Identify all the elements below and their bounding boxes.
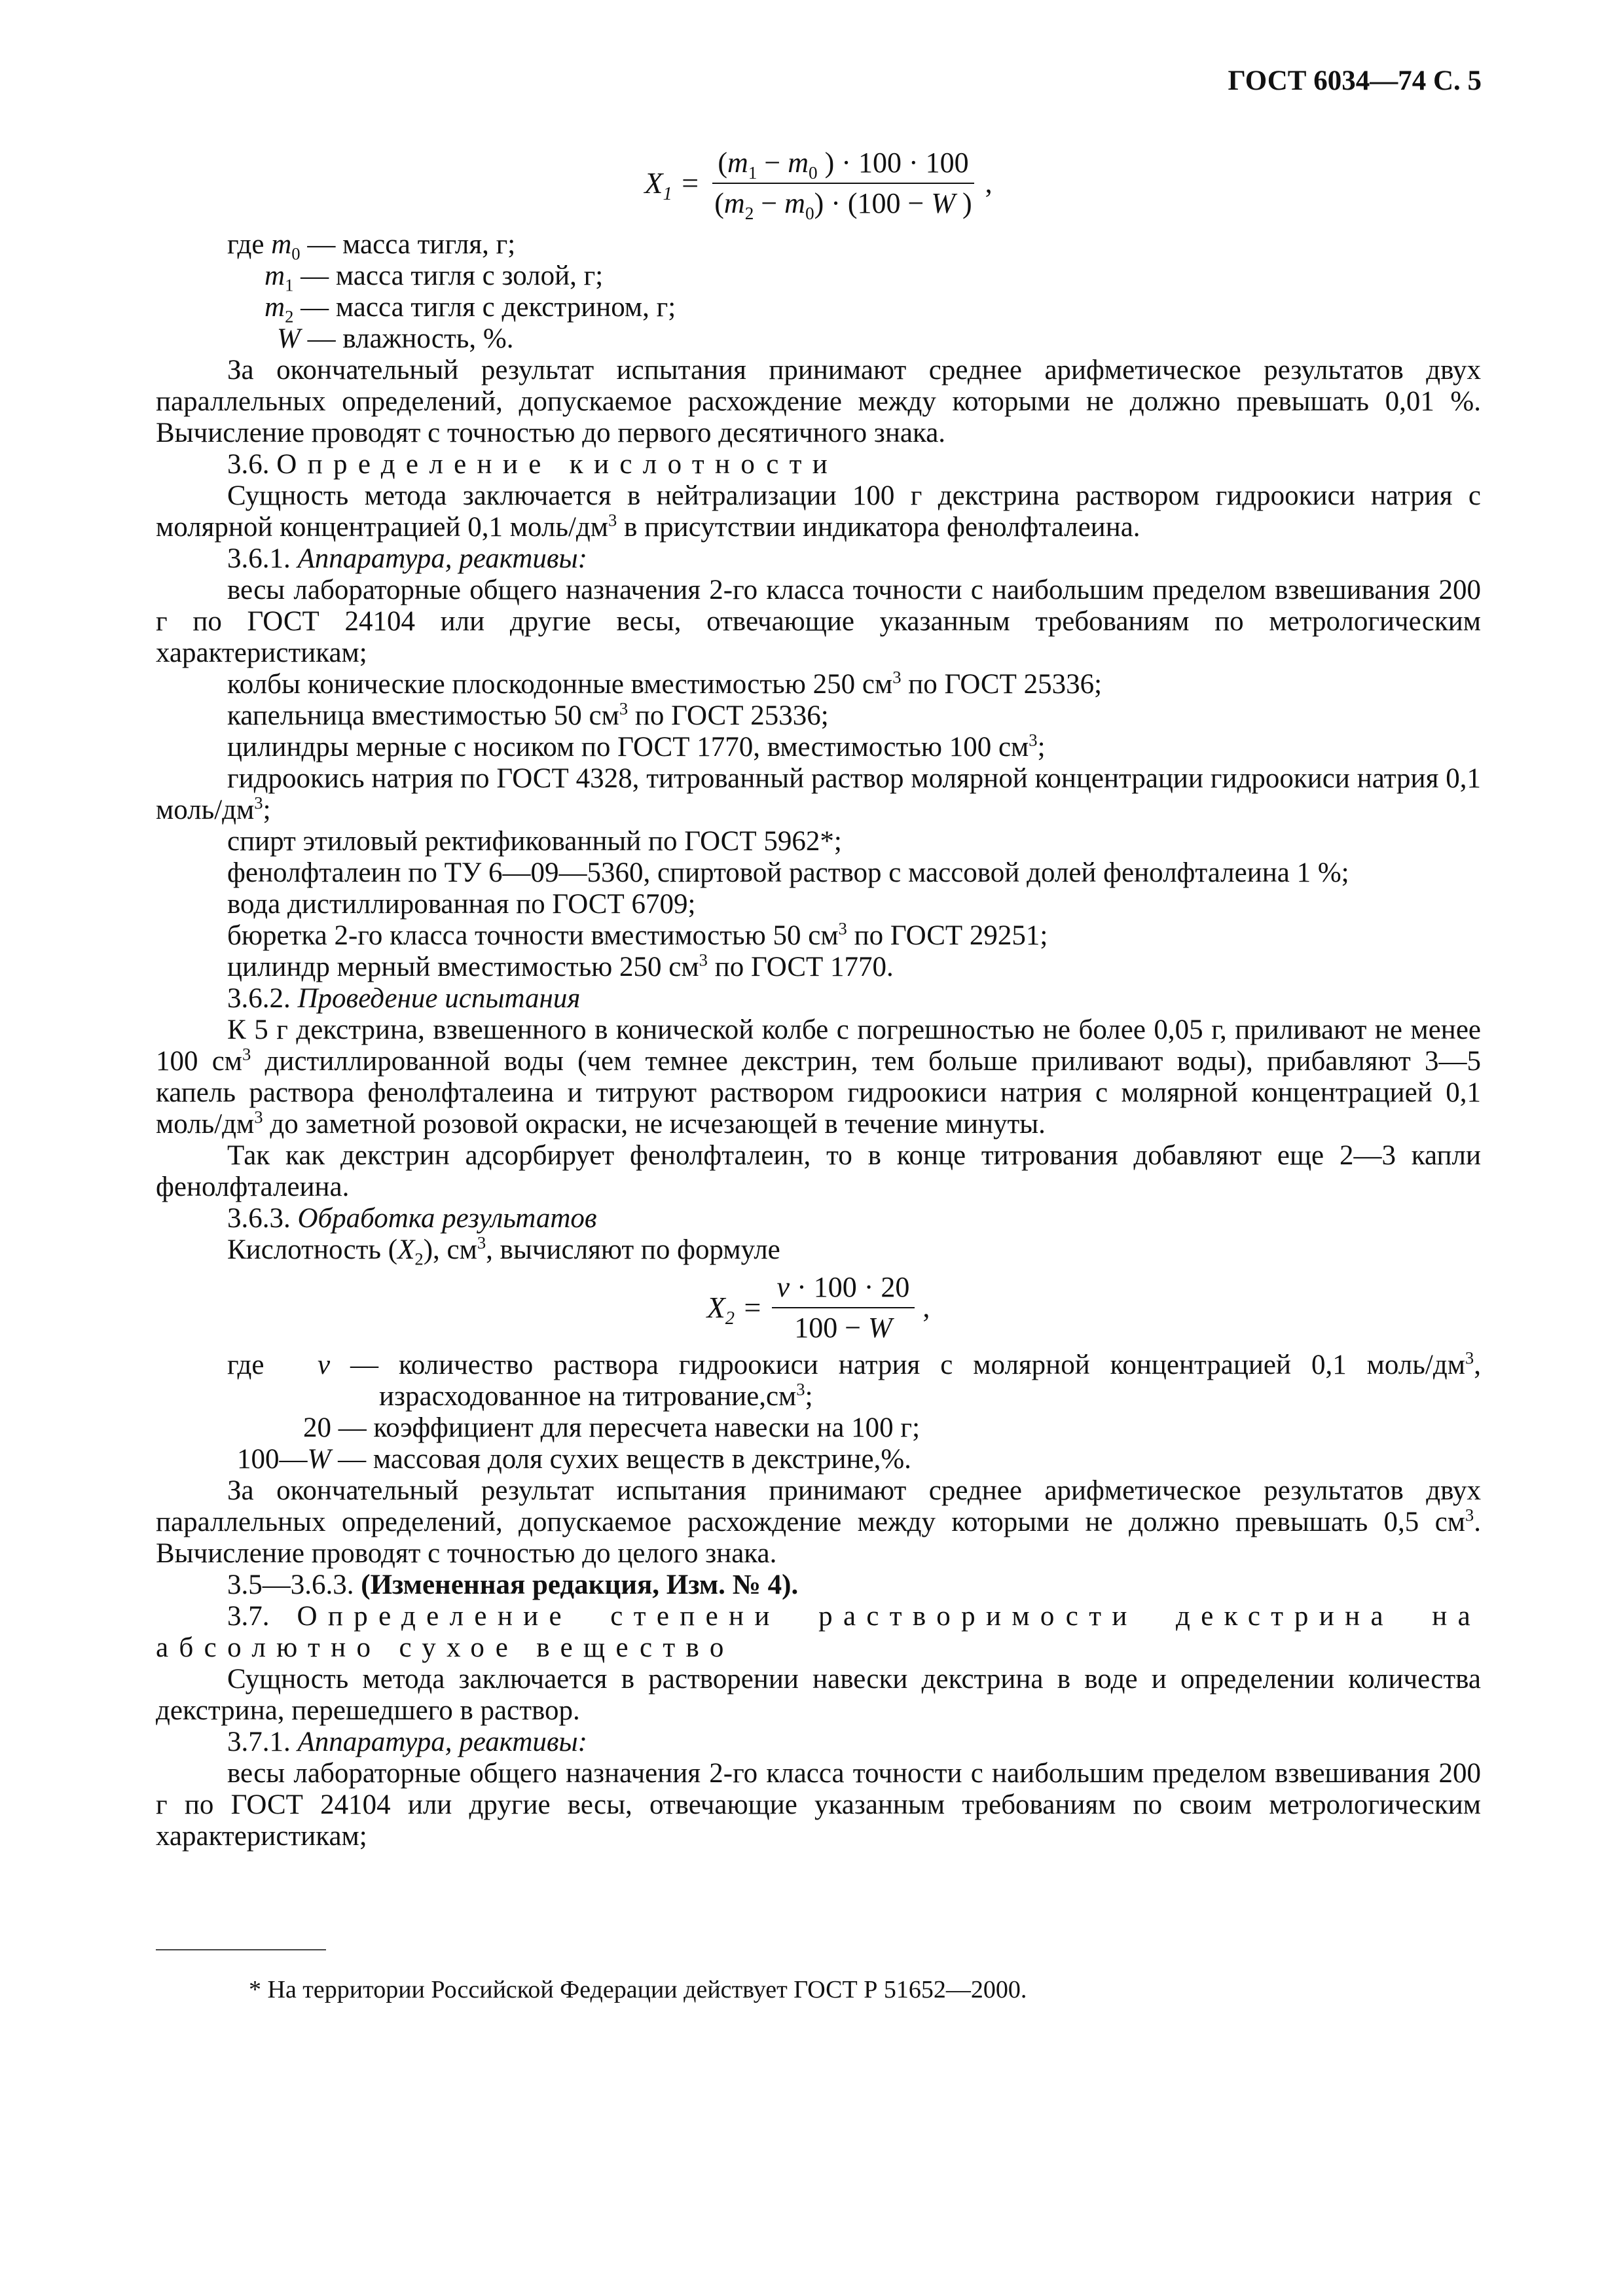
page-header: ГОСТ 6034—74 С. 5 xyxy=(1228,65,1482,96)
footnote: * На территории Российской Федерации действует ГОСТ Р 51652—2000. xyxy=(249,1976,1027,2003)
paragraph-average-2: За окончательный результат испытания принимают среднее арифметическое результатов двух параллельных определений, допускаемое расхождение между которыми не должно превышать 0,5 $см^3$. Вычисление проводят с точностью до целого знака. xyxy=(156,1475,1481,1569)
formula-x2-legend xyxy=(156,1350,1481,1475)
list-item-dropper: капельница вместимостью 50 $см^3$ по ГОСТ 25336; xyxy=(227,698,829,731)
section-3-6-2-heading: 3.6.2. Проведение испытания xyxy=(227,983,581,1014)
formula-x1-denominator: $(m_2 - m_0) \cdot (100 - W$ ) xyxy=(714,187,972,223)
list-item-flasks: колбы конические плоскодонные вместимостью 250 $см^3$ по ГОСТ 25336; xyxy=(227,667,1103,700)
legend-v: где v — количество раствора гидроокиси натрия с молярной концентрацией 0,1 моль/$дм^3$, xyxy=(227,1348,1481,1380)
paragraph-adsorption: Так как декстрин адсорбирует фенолфталеин, то в конце титрования добавляют еще 2—3 капли фенолфталеина. xyxy=(156,1140,1481,1202)
list-item-naoh: гидроокись натрия по ГОСТ 4328, титрованный раствор молярной концентрации гидроокиси натрия 0,1 моль/$дм^3$; xyxy=(156,763,1481,825)
paragraph-acidity: Кислотность $(X_2)$, $см^3$, вычисляют по формуле xyxy=(227,1232,780,1269)
section-3-6-3-heading: 3.6.3. Обработка результатов xyxy=(227,1203,597,1234)
formula-x1-legend xyxy=(156,229,1481,355)
formula-x1-lhs: $X_1$ = xyxy=(644,166,701,205)
formula-x2: $X_2$ = $\frac{v \cdot 100 \cdot 20}{100 - W}$ , xyxy=(706,1271,930,1344)
formula-x1-numerator: ($m_1 - m_0$ ) · 100 · 100 xyxy=(712,146,974,184)
paragraph-average-1: За окончательный результат испытания принимают среднее арифметическое результатов двух параллельных определений, допускаемое расхождение между которыми не должно превышать 0,01 %. Вычисление проводят с точностью до первого десятичного знака. xyxy=(156,355,1481,448)
legend-coefficient-20: 20 — коэффициент для пересчета навески на 100 г; xyxy=(303,1412,921,1443)
legend-v-continued: израсходованное на $титрование,см^3$; xyxy=(379,1379,813,1412)
formula-x2-denominator: 100 − W xyxy=(794,1312,892,1344)
list-item-burette: бюретка 2-го класса точности вместимостью 50 $см^3$ по ГОСТ 29251; xyxy=(227,918,1048,951)
formula-x2-lhs: $X_2$ = xyxy=(706,1291,763,1329)
section-3-6-intro: Сущность метода заключается в нейтрализации 100 г декстрина раствором гидроокиси натрия с молярной концентрацией 0,1 моль/$дм^3$ в присутствии индикатора фенолфталеина. xyxy=(156,480,1481,543)
formula-x2-numerator: v · 100 · 20 xyxy=(772,1270,915,1308)
section-3-7-intro: Сущность метода заключается в растворении навески декстрина в воде и определении количества декстрина, перешедшего в раствор. xyxy=(156,1664,1481,1726)
amendment-note: 3.5—3.6.3. (Измененная редакция, Изм. № 4). xyxy=(227,1570,799,1600)
list-item-ethanol: спирт этиловый ректификованный по ГОСТ 5962*; xyxy=(227,826,842,857)
document-body xyxy=(156,137,1481,1852)
list-item-water: вода дистиллированная по ГОСТ 6709; xyxy=(227,889,696,920)
legend-dry-matter: 100—W — массовая доля сухих веществ в декстрине,%. xyxy=(237,1444,911,1475)
list-item-scales: весы лабораторные общего назначения 2-го класса точности с наибольшим пределом взвешивания 200 г по ГОСТ 24104 или другие весы, отвечающие указанным требованиям по метрологическим характеристикам; xyxy=(156,575,1481,668)
formula-x1-fraction xyxy=(709,146,977,221)
legend-m1: $m_1$ — масса тигля с золой, г; xyxy=(264,260,604,295)
paragraph-titration: К 5 г декстрина, взвешенного в конической колбе с погрешностью не более 0,05 г, приливают не менее 100 $см^3$ дистиллированной воды (чем темнее декстрин, тем больше приливают воды), прибавляют 3—5 капель раствора фенолфталеина и титруют раствором гидроокиси натрия с молярной концентрацией 0,1 моль/$дм^3$ до заметной розовой окраски, не исчезающей в течение минуты. xyxy=(156,1014,1481,1139)
legend-m0: где $m_0$ — масса тигля, г; xyxy=(227,229,516,264)
legend-w: W — влажность, %. xyxy=(277,323,514,354)
formula-x1: $X_1$ = $\frac{(m_1 - m_0 ) \cdot 100 \cdot 100}{(m_2 - m_0) \cdot (100 - W )}$ , xyxy=(644,147,993,223)
list-item-scales-3-7: весы лабораторные общего назначения 2-го класса точности с наибольшим пределом взвешивания 200 г по ГОСТ 24104 или другие весы, отвечающие указанным требованиям по своим метрологическим характеристикам; xyxy=(156,1758,1481,1852)
list-item-phenolphthalein: фенолфталеин по ТУ 6—09—5360, спиртовой раствор с массовой долей фенолфталеина 1 %; xyxy=(227,857,1349,888)
section-3-6-heading: 3.6. Определение кислотности xyxy=(227,449,839,480)
footnote-divider xyxy=(156,1949,326,1950)
section-3-7-heading: 3.7. Определение степени растворимости декстрина на абсолютно сухое вещество xyxy=(156,1601,1482,1663)
section-3-7-1-heading: 3.7.1. Аппаратура, реактивы: xyxy=(227,1727,587,1757)
list-item-cylinder-250: цилиндр мерный вместимостью 250 $см^3$ по ГОСТ 1770. xyxy=(227,950,894,982)
formula-x2-fraction xyxy=(772,1270,915,1345)
legend-m2: $m_2$ — масса тигля с декстрином, г; xyxy=(264,292,676,327)
list-item-cylinders: цилиндры мерные с носиком по ГОСТ 1770, вместимостью 100 $см^3$; xyxy=(227,730,1046,762)
section-3-6-1-heading: 3.6.1. Аппаратура, реактивы: xyxy=(227,543,587,574)
